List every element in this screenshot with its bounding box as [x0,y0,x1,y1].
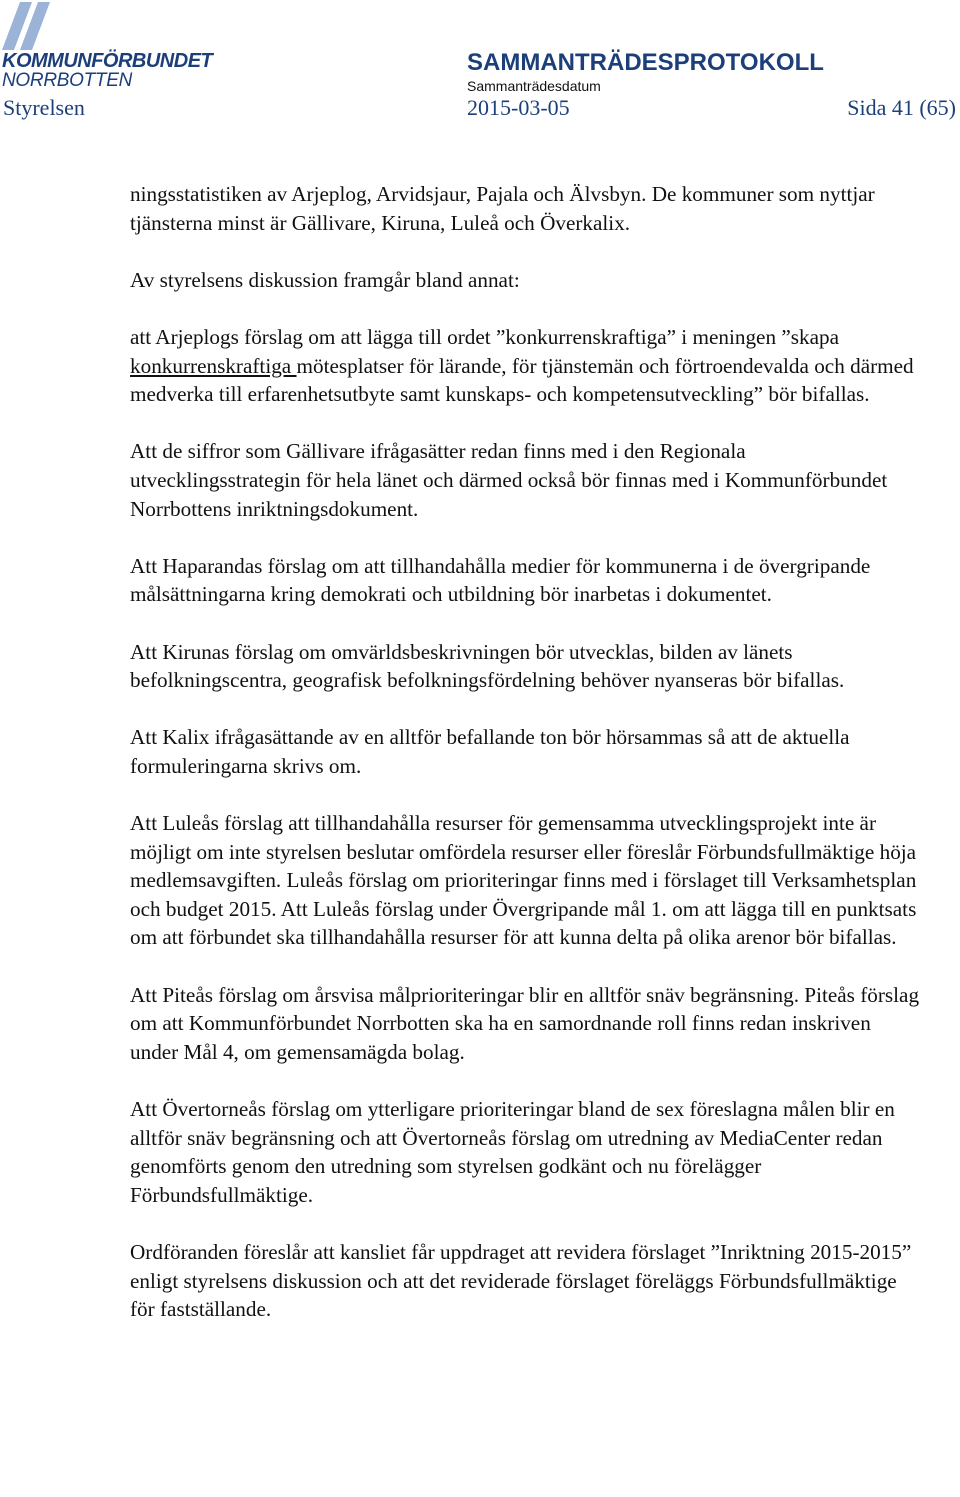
paragraph-kiruna: Att Kirunas förslag om omvärldsbeskrivningen bör utvecklas, bilden av länets befolkningscentra, geografisk befolkningsfördelning behöver nyanseras bör bifallas. [130,639,845,693]
paragraph-arjeplog-text-1: att Arjeplogs förslag om att lägga till ordet ”konkurrenskraftiga” i meningen ”skapa [130,324,839,349]
page-number: Sida 41 (65) [847,95,956,120]
paragraph-statistics: ningsstatistiken av Arjeplog, Arvidsjaur, Pajala och Älvsbyn. De kommuner som nyttjar tjänsterna minst är Gällivare, Kiruna, Luleå och Överkalix. [130,182,875,235]
paragraph-lulea: Att Luleås förslag att tillhandahålla resurser för gemensamma utvecklingsprojekt inte är möjligt om inte styrelsen beslutar omfördela resurser eller föreslår Förbundsfullmäktige höja medlemsavgiften. Luleås förslag om prioriteringar finns med i förslaget till Verksamhetsplan och budget 2015. Att Luleås förslag under Övergripande mål 1. om att lägga till en punktsats om att förbundet ska tillhandahålla resurser för att kunna delta på olika arenor bör bifallas. [130,811,917,950]
paragraph-arjeplog-text-2: mötesplatser för lärande, för tjänstemän och förtroendevalda och därmed medverka till erfarenhetsutbyte samt kunskaps- och kompetensutveckling” bör bifallas. [130,353,914,407]
paragraph-arjeplog [130,323,920,409]
logo-text-line2: NORRBOTTEN [2,70,133,91]
board-name: Styrelsen [3,95,85,120]
paragraph-gallivare: Att de siffror som Gällivare ifrågasätter redan finns med i den Regionala utvecklingsstrategin för hela länet och därmed också bör finnas med i Kommunförbundet Norrbottens inriktningsdokument. [130,439,888,521]
underlined-term: konkurrenskraftiga [130,353,297,378]
organization-logo [0,0,215,95]
meeting-date: 2015-03-05 [467,95,570,120]
document-body [130,180,920,1324]
logo-text-line1: KOMMUNFÖRBUNDET [2,50,213,72]
paragraph-haparanda: Att Haparandas förslag om att tillhandahålla medier för kommunerna i de övergripande målsättningarna kring demokrati och utbildning bör inarbetas i dokumentet. [130,553,871,607]
paragraph-pitea: Att Piteås förslag om årsvisa målprioriteringar blir en alltför snäv begränsning. Piteås förslag om att Kommunförbundet Norrbotten ska ha en samordnande roll finns redan inskriven under Mål 4, om gemensamägda bolag. [130,982,920,1064]
paragraph-discussion-intro: Av styrelsens diskussion framgår bland annat: [130,267,520,292]
paragraph-chair-proposal: Ordföranden föreslår att kansliet får uppdraget att revidera förslaget ”Inriktning 2015-2015” enligt styrelsens diskussion och att det reviderade förslaget föreläggs Förbundsfullmäktige för fastställande. [130,1239,912,1322]
paragraph-kalix: Att Kalix ifrågasättande av en alltför befallande ton bör hörsammas så att de aktuella formuleringarna skrivs om. [130,725,850,778]
document-title: SAMMANTRÄDESPROTOKOLL [467,49,824,76]
logo-stripes-icon [2,2,54,50]
header-info-row [0,95,960,125]
meeting-date-label: Sammanträdesdatum [467,78,601,94]
paragraph-overtornea: Att Övertorneås förslag om ytterligare prioriteringar bland de sex föreslagna målen blir en alltför snäv begränsning och att Övertorneås förslag om utredning av MediaCenter redan genomförts genom den utredning som styrelsen godkänt och nu förelägger Förbundsfullmäktige. [130,1097,895,1207]
